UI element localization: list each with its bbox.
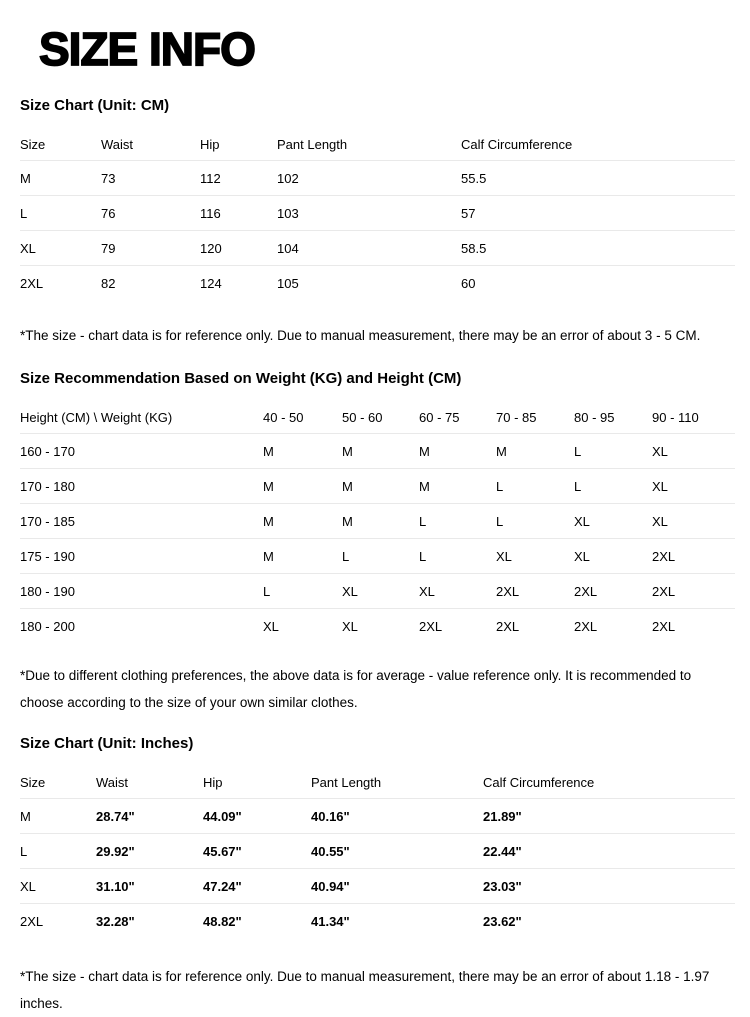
size-cell: M [419, 478, 430, 494]
size-cell: 2XL [574, 618, 598, 634]
height-range-label: 180 - 200 [20, 618, 75, 634]
size-recommendation-table [20, 401, 735, 643]
size-cell: L [263, 583, 271, 599]
size-cell: XL [496, 548, 512, 564]
size-cell: L [419, 548, 427, 564]
table-row-180-190 [20, 573, 735, 608]
height-range-label: 175 - 190 [20, 548, 75, 564]
waist-value: 79 [101, 240, 116, 256]
table-row-xl [20, 868, 735, 903]
size-label: XL [20, 240, 36, 256]
waist-value: 76 [101, 205, 116, 221]
size-cell: M [263, 513, 274, 529]
table-row-l [20, 833, 735, 868]
size-cell: M [496, 443, 507, 459]
pant-length-value: 41.34" [311, 913, 350, 929]
table-row-175-190 [20, 538, 735, 573]
size-label: 2XL [20, 275, 44, 291]
size-cell: 2XL [496, 618, 520, 634]
section-heading-cm: Size Chart (Unit: CM) [20, 97, 170, 114]
section-size-chart-cm [20, 97, 735, 349]
size-label: XL [20, 878, 36, 894]
size-cell: XL [342, 583, 358, 599]
size-info-page [0, 23, 750, 1017]
size-cell: M [263, 443, 274, 459]
column-header-60-75: 60 - 75 [419, 409, 460, 425]
size-cell: 2XL [652, 548, 676, 564]
size-cell: XL [574, 548, 590, 564]
size-cell: XL [652, 513, 668, 529]
hip-value: 44.09" [203, 808, 242, 824]
page-title: SIZE INFO [39, 23, 255, 75]
size-cell: 2XL [574, 583, 598, 599]
calf-value: 55.5 [461, 170, 487, 186]
table-row-l [20, 195, 735, 230]
calf-value: 21.89" [483, 808, 522, 824]
table-row-170-185 [20, 503, 735, 538]
column-header-40-50: 40 - 50 [263, 409, 304, 425]
size-cell: 2XL [652, 618, 676, 634]
section-heading-inches: Size Chart (Unit: Inches) [20, 735, 194, 752]
table-header-row [20, 401, 735, 433]
height-range-label: 180 - 190 [20, 583, 75, 599]
column-header-height-weight: Height (CM) \ Weight (KG) [20, 409, 173, 425]
size-cell: M [263, 478, 274, 494]
waist-value: 28.74" [96, 808, 135, 824]
size-cell: XL [342, 618, 358, 634]
hip-value: 48.82" [203, 913, 242, 929]
size-label: L [20, 205, 28, 221]
column-header-size: Size [20, 136, 46, 152]
hip-value: 120 [200, 240, 222, 256]
pant-length-value: 40.94" [311, 878, 350, 894]
hip-value: 47.24" [203, 878, 242, 894]
column-header-50-60: 50 - 60 [342, 409, 383, 425]
column-header-90-110: 90 - 110 [652, 409, 699, 425]
height-range-label: 170 - 185 [20, 513, 75, 529]
calf-value: 23.62" [483, 913, 522, 929]
note-inches-disclaimer: *The size - chart data is for reference only. Due to manual measurement, there may be an error of about 1.18 - 1.97 inches. [20, 969, 710, 1011]
table-row-170-180 [20, 468, 735, 503]
pant-length-value: 102 [277, 170, 299, 186]
size-cell: 2XL [652, 583, 676, 599]
calf-value: 57 [461, 205, 476, 221]
pant-length-value: 104 [277, 240, 299, 256]
calf-value: 22.44" [483, 843, 522, 859]
column-header-80-95: 80 - 95 [574, 409, 615, 425]
column-header-calf: Calf Circumference [483, 774, 595, 790]
pant-length-value: 40.55" [311, 843, 350, 859]
waist-value: 82 [101, 275, 116, 291]
hip-value: 116 [200, 205, 221, 221]
table-row-2xl [20, 265, 735, 300]
table-header-row [20, 128, 735, 160]
size-label: M [20, 170, 31, 186]
size-cell: M [342, 513, 353, 529]
size-cell: L [496, 478, 504, 494]
size-cell: M [419, 443, 430, 459]
size-cell: M [342, 478, 353, 494]
table-row-xl [20, 230, 735, 265]
size-cell: XL [652, 478, 668, 494]
table-header-row [20, 766, 735, 798]
size-cell: 2XL [496, 583, 520, 599]
size-label: 2XL [20, 913, 44, 929]
size-cell: L [419, 513, 427, 529]
size-cell: M [263, 548, 274, 564]
table-row-2xl [20, 903, 735, 938]
hip-value: 124 [200, 275, 222, 291]
waist-value: 32.28" [96, 913, 135, 929]
size-cell: XL [652, 443, 668, 459]
note-cm-disclaimer: *The size - chart data is for reference only. Due to manual measurement, there may be an error of about 3 - 5 CM. [20, 328, 701, 343]
size-cell: XL [263, 618, 279, 634]
table-row-180-200 [20, 608, 735, 643]
size-cell: L [496, 513, 504, 529]
size-cell: XL [574, 513, 590, 529]
section-size-chart-inches [20, 735, 735, 1017]
calf-value: 23.03" [483, 878, 522, 894]
size-cell: 2XL [419, 618, 443, 634]
size-chart-cm-table [20, 128, 735, 300]
pant-length-value: 103 [277, 205, 299, 221]
table-row-m [20, 798, 735, 833]
calf-value: 58.5 [461, 240, 487, 256]
note-recommendation-disclaimer: *Due to different clothing preferences, the above data is for average - value reference only. It is recommended to choose according to the size of your own similar clothes. [20, 668, 692, 710]
size-cell: XL [419, 583, 435, 599]
column-header-hip: Hip [200, 136, 220, 152]
column-header-waist: Waist [96, 774, 129, 790]
column-header-pant-length: Pant Length [311, 774, 382, 790]
size-cell: L [342, 548, 350, 564]
section-heading-recommendation: Size Recommendation Based on Weight (KG) and Height (CM) [20, 370, 462, 387]
size-label: M [20, 808, 31, 824]
height-range-label: 160 - 170 [20, 443, 75, 459]
table-row-m [20, 160, 735, 195]
column-header-calf: Calf Circumference [461, 136, 573, 152]
waist-value: 73 [101, 170, 116, 186]
hip-value: 112 [200, 170, 221, 186]
calf-value: 60 [461, 275, 476, 291]
hip-value: 45.67" [203, 843, 242, 859]
pant-length-value: 40.16" [311, 808, 350, 824]
column-header-size: Size [20, 774, 46, 790]
waist-value: 29.92" [96, 843, 135, 859]
column-header-70-85: 70 - 85 [496, 409, 537, 425]
table-row-160-170 [20, 433, 735, 468]
column-header-hip: Hip [203, 774, 223, 790]
waist-value: 31.10" [96, 878, 135, 894]
column-header-pant-length: Pant Length [277, 136, 348, 152]
section-size-recommendation [20, 370, 735, 716]
pant-length-value: 105 [277, 275, 299, 291]
size-chart-inches-table [20, 766, 735, 938]
size-cell: M [342, 443, 353, 459]
size-cell: L [574, 443, 582, 459]
size-label: L [20, 843, 28, 859]
size-cell: L [574, 478, 582, 494]
column-header-waist: Waist [101, 136, 134, 152]
height-range-label: 170 - 180 [20, 478, 75, 494]
